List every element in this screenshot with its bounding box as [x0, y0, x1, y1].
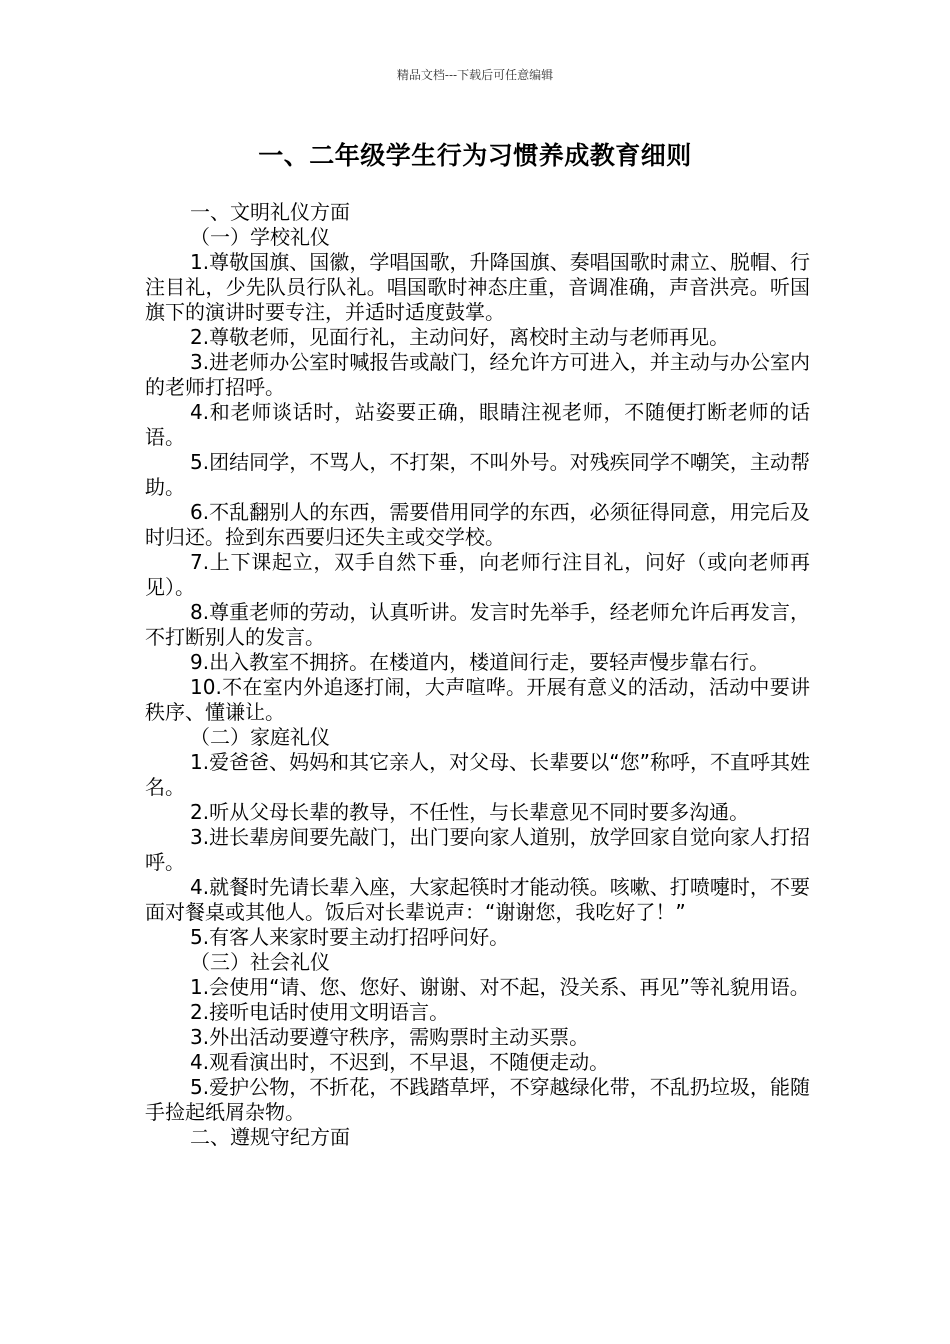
rule-paragraph: 1.会使用“请、您、您好、谢谢、对不起，没关系、再见”等礼貌用语。 [190, 975, 810, 999]
rule-paragraph: 4.就餐时先请长辈入座，大家起筷时才能动筷。咳嗽、打喷嚏时，不要面对餐桌或其他人。饭后对长辈说声：“谢谢您，我吃好了！” [145, 875, 810, 924]
rule-paragraph: 7.上下课起立，双手自然下垂，向老师行注目礼，问好（或向老师再见）。 [145, 550, 810, 599]
rule-paragraph: 3.进长辈房间要先敲门，出门要向家人道别，放学回家自觉向家人打招呼。 [145, 825, 810, 874]
rule-paragraph: 5.有客人来家时要主动打招呼问好。 [190, 925, 510, 949]
rule-paragraph: 5.团结同学，不骂人，不打架，不叫外号。对残疾同学不嘲笑，主动帮助。 [145, 450, 810, 499]
document-title: 一、二年级学生行为习惯养成教育细则 [258, 141, 692, 170]
subsection-social-etiquette: （三）社会礼仪 [190, 950, 330, 974]
rule-paragraph: 8.尊重老师的劳动，认真听讲。发言时先举手，经老师允许后再发言，不打断别人的发言。 [145, 600, 810, 649]
rule-paragraph: 2.接听电话时使用文明语言。 [190, 1000, 450, 1024]
rule-paragraph: 9.出入教室不拥挤。在楼道内，楼道间行走，要轻声慢步靠右行。 [190, 650, 770, 674]
rule-paragraph: 2.尊敬老师，见面行礼，主动问好，离校时主动与老师再见。 [190, 325, 730, 349]
subsection-school-etiquette: （一）学校礼仪 [190, 225, 330, 249]
rule-paragraph: 4.观看演出时，不迟到，不早退，不随便走动。 [190, 1050, 610, 1074]
rule-paragraph: 2.听从父母长辈的教导，不任性，与长辈意见不同时要多沟通。 [190, 800, 750, 824]
rule-paragraph: 3.进老师办公室时喊报告或敲门，经允许方可进入，并主动与办公室内的老师打招呼。 [145, 350, 810, 399]
rule-paragraph: 6.不乱翻别人的东西，需要借用同学的东西，必须征得同意，用完后及时归还。捡到东西要归还失主或交学校。 [145, 500, 810, 549]
rule-paragraph: 1.爱爸爸、妈妈和其它亲人，对父母、长辈要以“您”称呼，不直呼其姓名。 [145, 750, 810, 799]
document-body [145, 200, 810, 1150]
rule-paragraph: 5.爱护公物，不折花，不践踏草坪，不穿越绿化带，不乱扔垃圾，能随手捡起纸屑杂物。 [145, 1075, 810, 1124]
section-heading-etiquette: 一、文明礼仪方面 [190, 200, 350, 224]
page-header-note: 精品文档---下载后可任意编辑 [396, 68, 554, 82]
rule-paragraph: 3.外出活动要遵守秩序，需购票时主动买票。 [190, 1025, 590, 1049]
section-heading-discipline: 二、遵规守纪方面 [190, 1125, 350, 1149]
rule-paragraph: 10.不在室内外追逐打闹，大声喧哗。开展有意义的活动，活动中要讲秩序、懂谦让。 [145, 675, 810, 724]
rule-paragraph: 4.和老师谈话时，站姿要正确，眼睛注视老师，不随便打断老师的话语。 [145, 400, 810, 449]
subsection-family-etiquette: （二）家庭礼仪 [190, 725, 330, 749]
rule-paragraph: 1.尊敬国旗、国徽，学唱国歌，升降国旗、奏唱国歌时肃立、脱帽、行注目礼，少先队员行队礼。唱国歌时神态庄重，音调准确，声音洪亮。听国旗下的演讲时要专注，并适时适度鼓掌。 [145, 250, 810, 324]
